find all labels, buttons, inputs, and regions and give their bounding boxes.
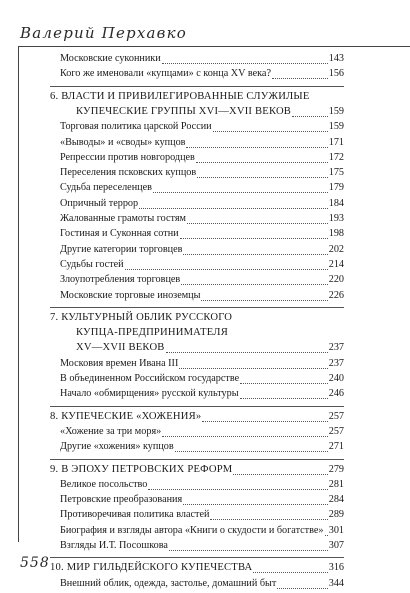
toc-entry bbox=[0, 197, 410, 213]
dot-leader bbox=[186, 147, 327, 148]
toc-entry-title: «Выводы» и «своды» купцов bbox=[60, 136, 186, 148]
toc-entry-title: 10. МИР ГИЛЬДЕЙСКОГО КУПЕЧЕСТВА bbox=[50, 562, 253, 574]
dot-leader bbox=[175, 451, 328, 452]
toc-entry-page: 281 bbox=[328, 478, 344, 490]
toc-chapter-entry bbox=[0, 561, 410, 577]
toc-entry bbox=[0, 425, 410, 441]
toc-entry-page: 257 bbox=[328, 425, 344, 437]
toc-entry-title: Кого же именовали «купцами» с конца XV века? bbox=[60, 68, 271, 80]
toc-entry-page: 307 bbox=[328, 540, 344, 551]
toc-entry bbox=[0, 273, 410, 289]
toc-entry-page: 156 bbox=[328, 68, 344, 80]
toc-entry-title: Взгляды И.Т. Посошкова bbox=[60, 540, 168, 551]
chapter-separator bbox=[50, 406, 344, 407]
dot-leader bbox=[253, 572, 327, 573]
chapter-separator bbox=[50, 557, 344, 558]
toc-entry-page: 159 bbox=[328, 121, 344, 133]
toc-entry-title: 6. ВЛАСТИ И ПРИВИЛЕГИРОВАННЫЕ СЛУЖИЛЫЕ bbox=[50, 90, 310, 102]
toc-entry-page: 159 bbox=[328, 105, 344, 117]
toc-entry-title: XV—XVII ВЕКОВ bbox=[76, 342, 165, 354]
toc-entry bbox=[0, 524, 410, 540]
dot-leader bbox=[166, 352, 328, 353]
header-rule bbox=[18, 46, 410, 47]
dot-leader bbox=[183, 504, 328, 505]
toc-entry-title: Московия времен Ивана III bbox=[60, 357, 179, 369]
toc-entry bbox=[0, 387, 410, 403]
toc-entry bbox=[0, 577, 410, 593]
dot-leader bbox=[213, 131, 328, 132]
toc-chapter-entry bbox=[0, 90, 410, 106]
toc-entry-title: В объединенном Российском государстве bbox=[60, 373, 240, 384]
toc-chapter-entry bbox=[0, 410, 410, 426]
toc-entry-title: Другие «хожения» купцов bbox=[60, 441, 174, 453]
toc-entry-page: 257 bbox=[328, 410, 344, 422]
toc-entry-page: 237 bbox=[328, 357, 344, 369]
toc-entry-title: Начало «обмирщения» русской культуры bbox=[60, 388, 239, 400]
dot-leader bbox=[180, 238, 328, 239]
chapter-separator bbox=[50, 86, 344, 87]
dot-leader bbox=[183, 254, 327, 255]
toc-entry-page: 184 bbox=[328, 197, 344, 209]
toc-entry-page: 237 bbox=[328, 342, 344, 354]
toc-entry bbox=[0, 52, 410, 68]
toc-entry-title: Гостиная и Суконная сотни bbox=[60, 228, 179, 240]
toc-entry bbox=[0, 227, 410, 243]
dot-leader bbox=[277, 588, 327, 589]
toc-entry-title: 9. В ЭПОХУ ПЕТРОВСКИХ РЕФОРМ bbox=[50, 463, 233, 475]
running-header bbox=[0, 0, 410, 48]
page-number: 558 bbox=[20, 555, 50, 571]
dot-leader bbox=[272, 78, 328, 79]
toc-chapter-entry bbox=[0, 311, 410, 327]
toc-entry-title: 8. КУПЕЧЕСКИЕ «ХОЖЕНИЯ» bbox=[50, 410, 202, 422]
chapter-separator bbox=[50, 307, 344, 308]
toc-entry bbox=[0, 212, 410, 228]
toc-entry bbox=[0, 258, 410, 274]
toc-entry-page: 240 bbox=[328, 373, 344, 384]
toc-entry bbox=[0, 440, 410, 456]
dot-leader bbox=[201, 300, 327, 301]
dot-leader bbox=[179, 368, 327, 369]
toc-chapter-entry bbox=[0, 326, 410, 342]
toc-entry-page: 226 bbox=[328, 289, 344, 301]
toc-entry-page: 202 bbox=[328, 243, 344, 255]
toc-entry-page: 214 bbox=[328, 258, 344, 270]
toc-entry-page: 279 bbox=[328, 463, 344, 475]
dot-leader bbox=[196, 162, 328, 163]
toc-entry-title: Великое посольство bbox=[60, 478, 148, 490]
toc-entry bbox=[0, 67, 410, 83]
dot-leader bbox=[240, 398, 328, 399]
toc-entry-title: Репрессии против новгородцев bbox=[60, 151, 195, 163]
dot-leader bbox=[202, 421, 327, 422]
toc-entry bbox=[0, 539, 410, 555]
toc-entry bbox=[0, 181, 410, 197]
toc-entry-title: Злоупотребления торговцев bbox=[60, 274, 181, 286]
toc-chapter-entry bbox=[0, 463, 410, 479]
toc-entry-title: 7. КУЛЬТУРНЫЙ ОБЛИК РУССКОГО bbox=[50, 311, 233, 323]
toc-entry-title: «Хожение за три моря» bbox=[60, 425, 162, 437]
toc-entry bbox=[0, 136, 410, 152]
dot-leader bbox=[162, 436, 327, 437]
toc-entry bbox=[0, 478, 410, 494]
toc-entry bbox=[0, 166, 410, 182]
dot-leader bbox=[240, 383, 328, 384]
toc-entry-title: Опричный террор bbox=[60, 197, 139, 209]
dot-leader bbox=[139, 208, 328, 209]
dot-leader bbox=[197, 177, 328, 178]
toc-entry-page: 171 bbox=[328, 136, 344, 148]
toc-entry-page: 143 bbox=[328, 53, 344, 64]
author-name: Валерий Перхавко bbox=[20, 24, 187, 42]
chapter-separator bbox=[50, 459, 344, 460]
toc-entry-page: 301 bbox=[328, 524, 344, 536]
toc-entry-title: Торговая политика царской России bbox=[60, 121, 212, 133]
dot-leader bbox=[181, 284, 327, 285]
toc-entry-title: Судьбы гостей bbox=[60, 258, 124, 270]
toc-entry-title: КУПЕЧЕСКИЕ ГРУППЫ XVI—XVII ВЕКОВ bbox=[76, 105, 292, 117]
dot-leader bbox=[325, 535, 328, 536]
dot-leader bbox=[162, 63, 328, 64]
toc-entry-page: 193 bbox=[328, 213, 344, 224]
dot-leader bbox=[187, 223, 328, 224]
toc-entry-title: Судьба переселенцев bbox=[60, 182, 152, 194]
toc-entry bbox=[0, 508, 410, 524]
toc-entry-title: Переселения псковских купцов bbox=[60, 167, 197, 179]
toc-entry-page: 175 bbox=[328, 167, 344, 179]
toc-entry bbox=[0, 120, 410, 136]
toc-entry-title: Биография и взгляды автора «Книги о скудости и богатстве» bbox=[60, 524, 324, 536]
dot-leader bbox=[153, 192, 328, 193]
toc-entry bbox=[0, 357, 410, 373]
toc-entry bbox=[0, 243, 410, 259]
toc-entry-title: Московские торговые иноземцы bbox=[60, 289, 201, 301]
toc-entry bbox=[0, 372, 410, 388]
toc-entry bbox=[0, 289, 410, 305]
toc-entry-title: Петровские преобразования bbox=[60, 494, 183, 506]
toc-entry-page: 344 bbox=[328, 577, 344, 589]
toc-entry-page: 198 bbox=[328, 228, 344, 240]
toc-chapter-entry bbox=[0, 341, 410, 357]
toc-chapter-entry bbox=[0, 105, 410, 121]
toc-entry-title: Московские суконники bbox=[60, 53, 161, 64]
toc-entry-page: 289 bbox=[328, 509, 344, 521]
toc-entry-page: 179 bbox=[328, 182, 344, 194]
toc-entry-page: 284 bbox=[328, 494, 344, 506]
dot-leader bbox=[169, 550, 328, 551]
toc-entry-page: 246 bbox=[328, 388, 344, 400]
toc-entry-title: Другие категории торговцев bbox=[60, 243, 183, 255]
toc-entry-title: Внешний облик, одежда, застолье, домашний быт bbox=[60, 577, 277, 589]
dot-leader bbox=[292, 116, 328, 117]
dot-leader bbox=[148, 489, 327, 490]
toc-entry-page: 271 bbox=[328, 441, 344, 453]
dot-leader bbox=[210, 519, 327, 520]
dot-leader bbox=[125, 269, 328, 270]
toc-entry-page: 316 bbox=[328, 562, 344, 574]
toc-entry-title: Противоречивая политика властей bbox=[60, 509, 210, 521]
toc-entry-page: 220 bbox=[328, 274, 344, 286]
toc-entry-page: 172 bbox=[328, 151, 344, 163]
dot-leader bbox=[233, 474, 327, 475]
toc-entry-title: Жалованные грамоты гостям bbox=[60, 213, 186, 224]
toc-entry bbox=[0, 151, 410, 167]
toc-entry bbox=[0, 493, 410, 509]
toc-entry-title: КУПЦА-ПРЕДПРИНИМАТЕЛЯ bbox=[76, 327, 228, 339]
